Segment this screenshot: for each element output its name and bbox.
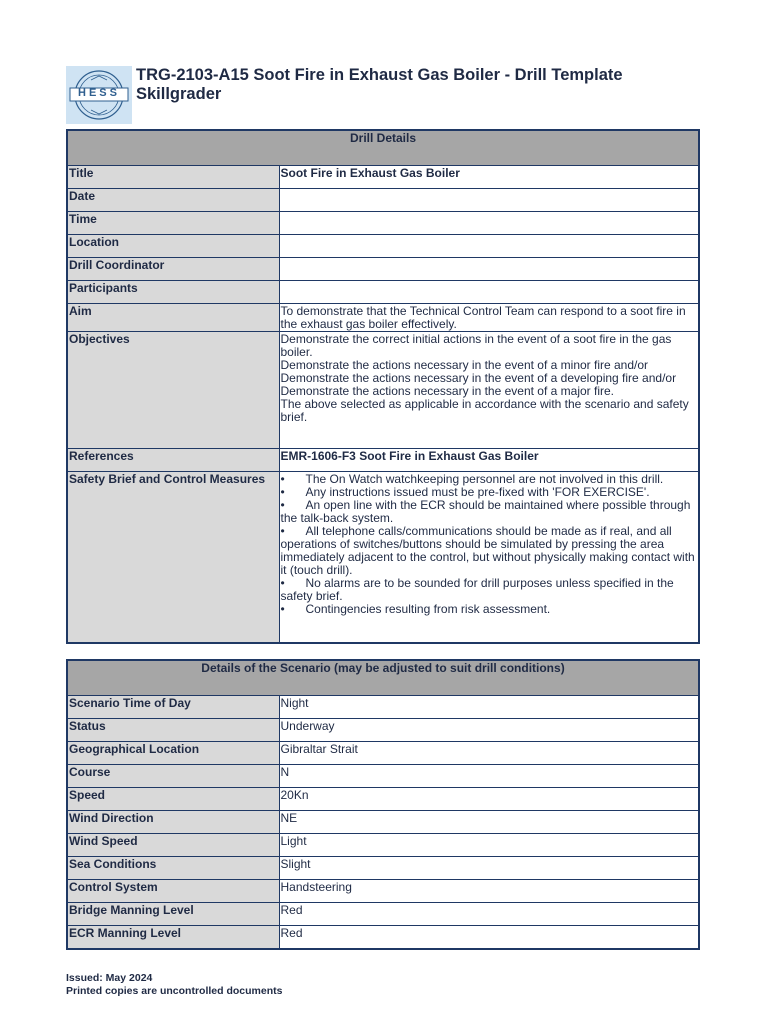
participants-label: Participants [67,281,279,304]
aim-label: Aim [67,304,279,332]
scenario-row-value: Underway [279,719,699,742]
bullet-icon: • [280,524,285,538]
location-label: Location [67,235,279,258]
safety-item: • The On Watch watchkeeping personnel are not involved in this drill. [280,472,664,486]
scenario-row-value: Red [279,926,699,949]
uncontrolled-note: Printed copies are uncontrolled documents [66,984,283,997]
scenario-row-label: ECR Manning Level [67,926,279,949]
scenario-row-value: Slight [279,857,699,880]
scenario-row-value: NE [279,811,699,834]
scenario-row-label: Speed [67,788,279,811]
scenario-row-value: N [279,765,699,788]
issued-date: Issued: May 2024 [66,972,153,984]
date-label: Date [67,189,279,212]
time-value [279,212,699,235]
references-label: References [67,449,279,472]
page-title [136,66,706,104]
scenario-row-label: Bridge Manning Level [67,903,279,926]
safety-item: • No alarms are to be sounded for drill purposes unless specified in the safety brief. [280,576,674,603]
scenario-row-label: Sea Conditions [67,857,279,880]
scenario-row-label: Wind Speed [67,834,279,857]
objective-line: Demonstrate the actions necessary in the event of a major fire. [280,384,614,398]
objectives-value [279,332,699,449]
title-line-2: Skillgrader [136,85,222,103]
scenario-heading: Details of the Scenario (may be adjusted to suit drill conditions) [67,660,699,696]
drill-details-table [66,129,700,644]
document-footer [66,972,282,997]
scenario-row-label: Geographical Location [67,742,279,765]
time-label: Time [67,212,279,235]
scenario-row-value: Light [279,834,699,857]
safety-item: • Any instructions issued must be pre-fixed with 'FOR EXERCISE'. [280,485,650,499]
scenario-row-label: Course [67,765,279,788]
title-value: Soot Fire in Exhaust Gas Boiler [279,166,699,189]
objectives-label: Objectives [67,332,279,449]
scenario-row-value: 20Kn [279,788,699,811]
title-label: Title [67,166,279,189]
scenario-row-value: Night [279,696,699,719]
date-value [279,189,699,212]
safety-label: Safety Brief and Control Measures [67,472,279,643]
coordinator-value [279,258,699,281]
bullet-icon: • [280,602,285,616]
scenario-row-label: Control System [67,880,279,903]
bullet-icon: • [280,576,285,590]
aim-value: To demonstrate that the Technical Control Team can respond to a soot fire in the exhaust gas boiler effectively. [279,304,699,332]
safety-item: • All telephone calls/communications should be made as if real, and all operations of switches/buttons should be simulated by pressing the area immediately adjacent to the control, but without physically making contact with it (touch drill). [280,524,695,577]
scenario-row-value: Handsteering [279,880,699,903]
drill-details-heading: Drill Details [67,130,699,166]
safety-item: • Contingencies resulting from risk assessment. [280,602,551,616]
bullet-icon: • [280,498,285,512]
coordinator-label: Drill Coordinator [67,258,279,281]
objective-line: Demonstrate the actions necessary in the event of a developing fire and/or [280,371,677,385]
bullet-icon: • [280,485,285,499]
references-link[interactable]: EMR-1606-F3 Soot Fire in Exhaust Gas Boiler [279,449,699,472]
document-header [66,66,706,124]
objective-line: Demonstrate the correct initial actions in the event of a soot fire in the gas boiler. [280,332,672,359]
objective-line: Demonstrate the actions necessary in the event of a minor fire and/or [280,358,649,372]
scenario-row-label: Scenario Time of Day [67,696,279,719]
objective-line: The above selected as applicable in accordance with the scenario and safety brief. [280,397,689,424]
scenario-row-label: Status [67,719,279,742]
safety-value [279,472,699,643]
scenario-row-value: Red [279,903,699,926]
title-line-1: TRG-2103-A15 Soot Fire in Exhaust Gas Boiler - Drill Template [136,66,623,84]
safety-item: • An open line with the ECR should be maintained where possible through the talk-back system. [280,498,691,525]
participants-value [279,281,699,304]
logo-text: HESS [78,87,120,99]
bullet-icon: • [280,472,285,486]
scenario-row-value: Gibraltar Strait [279,742,699,765]
hess-logo [66,66,132,124]
scenario-table [66,659,700,950]
scenario-row-label: Wind Direction [67,811,279,834]
location-value [279,235,699,258]
